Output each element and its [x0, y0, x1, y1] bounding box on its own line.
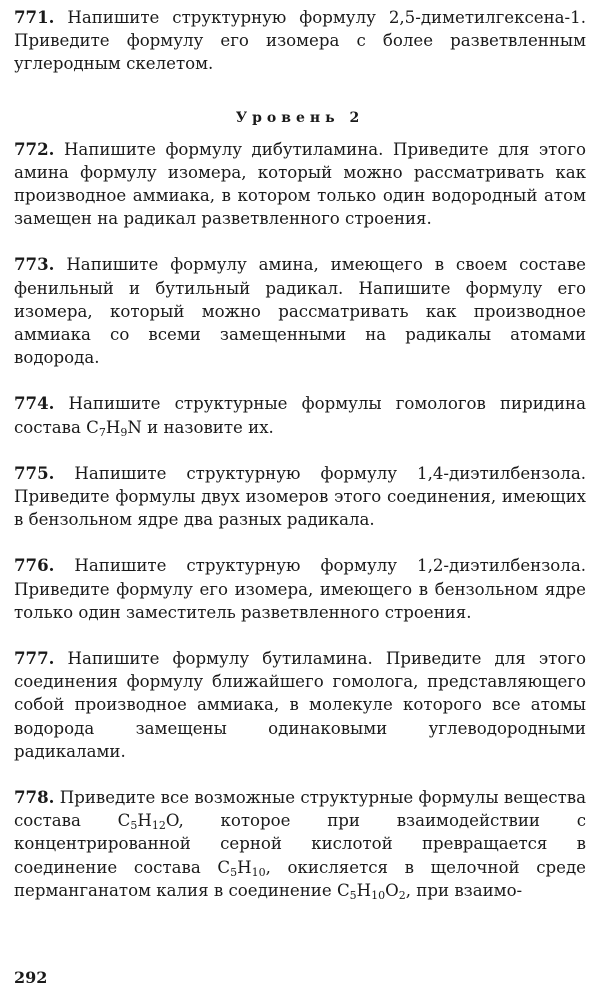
problem-text: Напишите структурную формулу 2,5-диметилгексена-1. Приведите формулу его изомера с более разветвленным углеродным скелетом. [14, 8, 586, 74]
problem-number: 778. [14, 787, 55, 808]
problem-number: 771. [14, 7, 55, 27]
problem-number: 773. [14, 254, 55, 275]
problem-text: Приведите все возможные структурные формулы вещества состава C [14, 788, 586, 831]
problem-778 [14, 786, 586, 902]
problem-number: 775. [14, 462, 55, 483]
problem-text: Напишите структурные формулы гомологов пиридина состава C [14, 394, 586, 437]
problem-text: Напишите формулу амина, имеющего в своем составе фенильный и бутильный радикал. Напишите формулу его изомера, который можно рассматривать как производное аммиака со всеми замещенными на радикалы атомами водорода. [14, 255, 586, 368]
subscript: 2 [398, 888, 406, 902]
problem-number: 777. [14, 648, 55, 669]
subscript: 12 [151, 819, 166, 833]
level-heading: Уровень 2 [235, 109, 365, 126]
problem-text: , окисляется в щелочной среде перманганатом калия в соединение C [14, 857, 586, 900]
problem-text: Напишите формулу дибутиламина. Приведите для этого амина формулу изомера, который можно рассматривать как производное аммиака, в котором только один водородный атом замещен на радикал разветвленного строения. [14, 139, 586, 229]
problem-text: N и назовите их. [127, 417, 274, 437]
problem-number: 774. [14, 393, 55, 414]
formula-part: H [356, 880, 372, 900]
formula-part: H [137, 811, 152, 831]
formula-part: H [237, 857, 252, 877]
problem-text: Напишите структурную формулу 1,2-диэтилбензола. Приведите формулу его изомера, имеющего в бензольном ядре только один заместитель разветвленного строения. [14, 556, 586, 622]
formula-part: H [105, 417, 121, 437]
problem-777 [14, 647, 586, 763]
subscript: 9 [120, 425, 128, 439]
subscript: 5 [130, 819, 138, 833]
problem-774 [14, 392, 586, 438]
subscript: 7 [98, 425, 106, 439]
subscript: 5 [349, 888, 357, 902]
subscript: 10 [251, 865, 266, 879]
problem-772 [14, 138, 586, 231]
problem-text: , при взаимо- [405, 880, 523, 900]
problem-text: O, которое при взаимодействии с концентрированной серной кислотой превращается в соединение состава C [14, 811, 587, 877]
problem-776 [14, 554, 586, 624]
problem-771 [14, 6, 586, 76]
problem-775 [14, 462, 586, 532]
page-number: 292 [14, 968, 48, 987]
textbook-page [14, 6, 586, 902]
problem-text: Напишите формулу бутиламина. Приведите для этого соединения формулу ближайшего гомолога, представляющего собой производное аммиака, в молекуле которого все атомы водорода замещены одинаковыми углеводородными радикалами. [14, 649, 586, 761]
problem-number: 772. [14, 138, 55, 159]
problem-text: Напишите структурную формулу 1,4-диэтилбензола. Приведите формулы двух изомеров этого соединения, имеющих в бензольном ядре два разных радикала. [14, 463, 586, 530]
subscript: 10 [371, 888, 386, 902]
problem-number: 776. [14, 555, 55, 576]
formula-part: O [385, 880, 399, 900]
problem-773 [14, 253, 586, 369]
subscript: 5 [230, 865, 238, 879]
